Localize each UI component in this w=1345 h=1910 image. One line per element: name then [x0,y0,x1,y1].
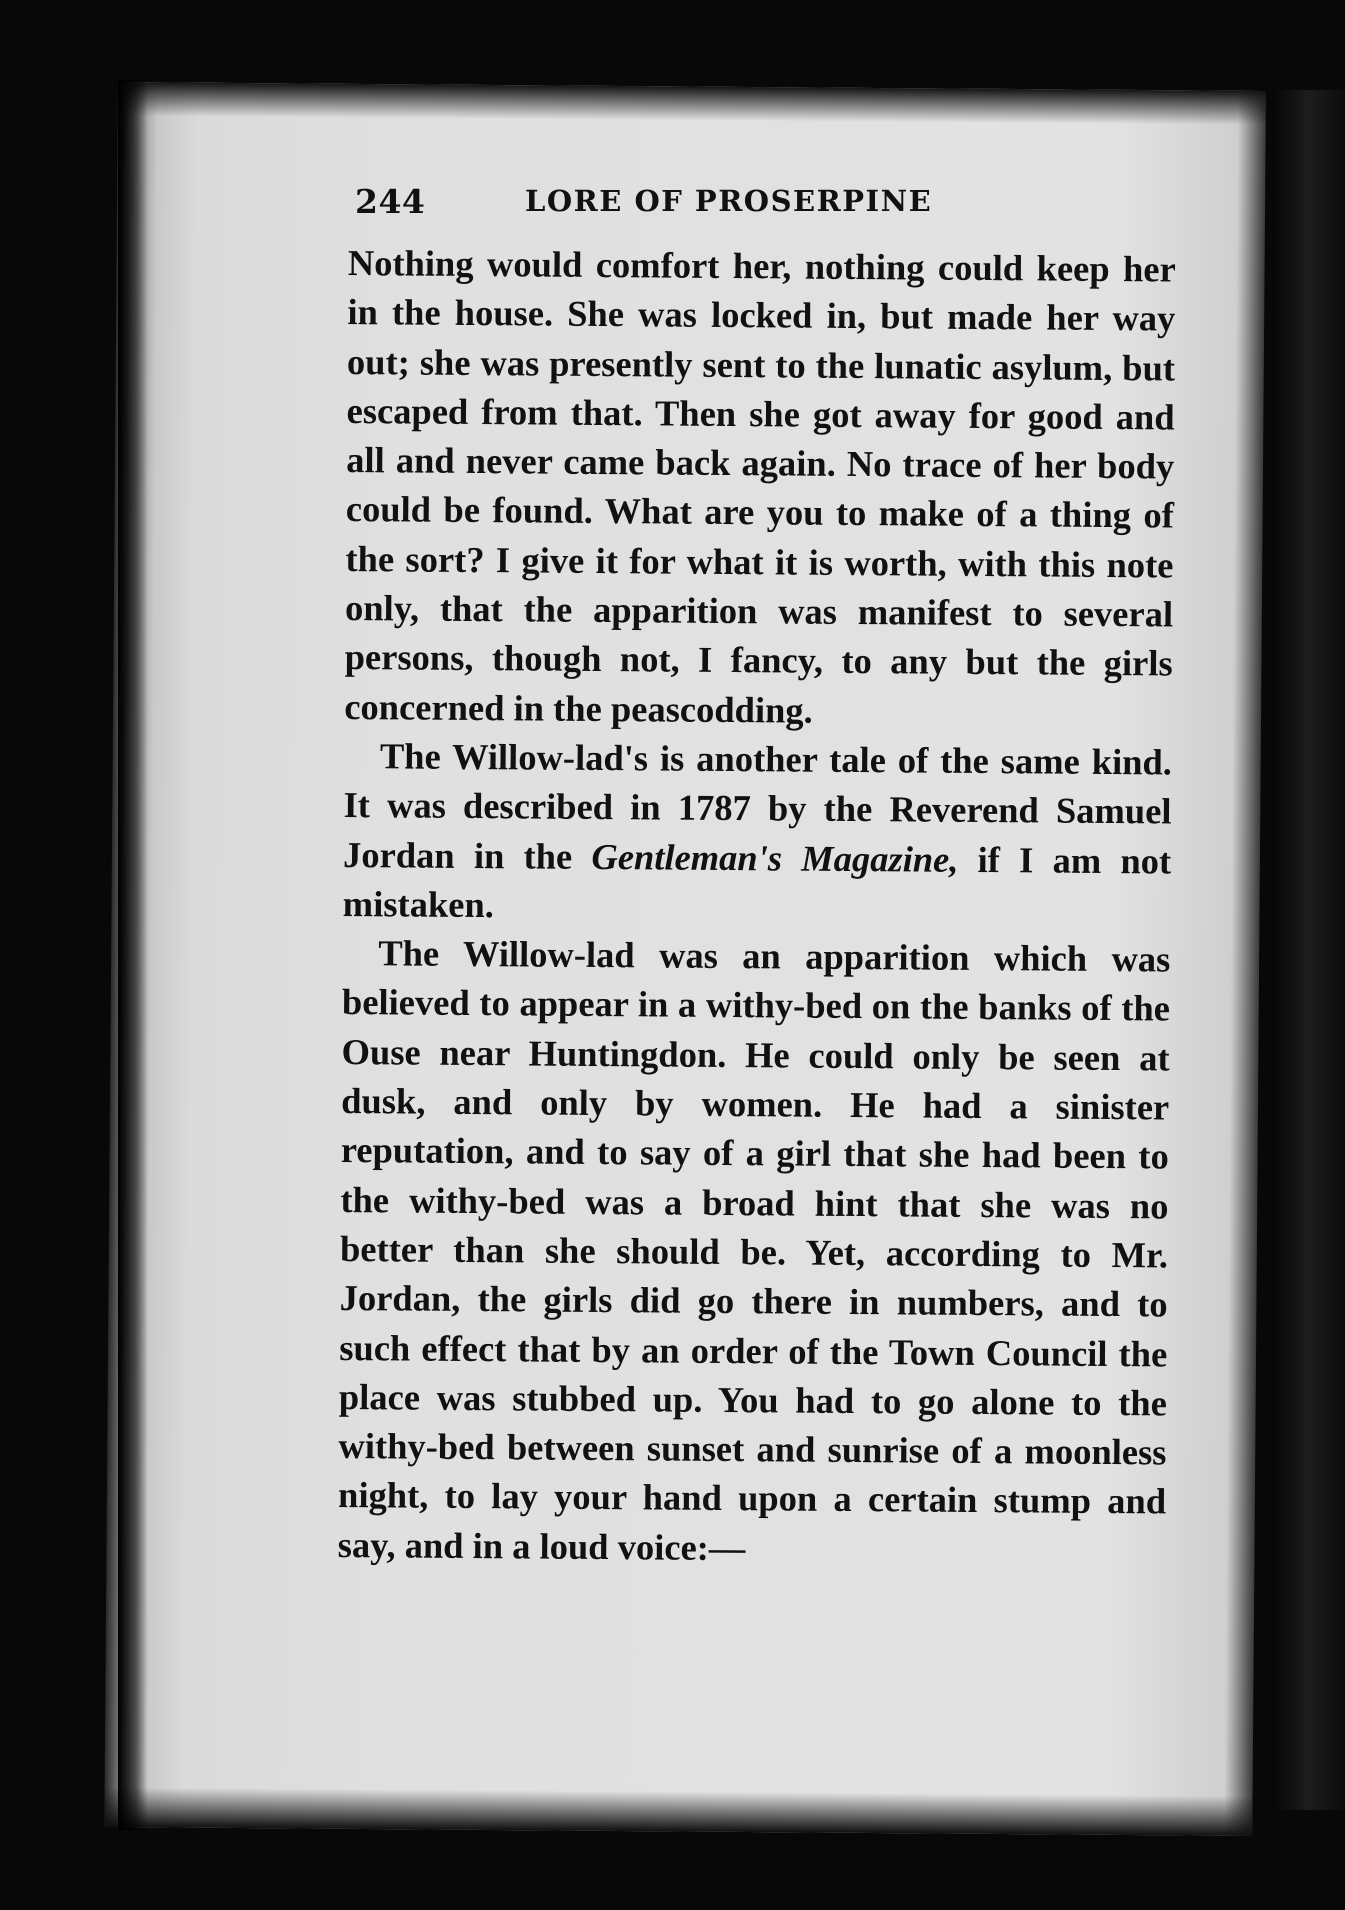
facing-page-edge [1272,90,1345,1810]
paragraph-1: Nothing would comfort her, nothing could keep her in the house. She was locked in, but made her way out; she was presently sent to the lunatic asylum, but escaped from that. Then she got away for good and all and never came back again. No trace of her body could be found. What are you to make of a thing of the sort? I give it for what it is worth, with this note only, that the apparition was manifest to several persons, though not, I fancy, to any but the girls concerned in the peascodding. [344,241,1176,731]
running-title: LORE OF PROSERPINE [525,184,933,218]
gutter-shadow [118,80,148,1830]
page-number: 244 [355,182,426,221]
paragraph-2-text-start: The Willow-lad's is another tale of the same kind. It was described in 1787 by the Reverend Samuel Jordan in the [343,735,1173,877]
magazine-title: Gentleman's Magazine, [591,835,959,880]
page-header [355,182,975,232]
paragraph-2 [343,731,1173,935]
body-text [338,238,1176,1575]
paragraph-2-text-end: if I am not mistaken. [342,838,1172,926]
paragraph-3: The Willow-lad was an apparition which was believed to appear in a withy-bed on the banks of the Ouse near Huntingdon. He could only be seen at dusk, and only by women. He had a sinister reputation, and to say of a girl that she had been to the withy-bed was a broad hint that she was no better than she should be. Yet, according to Mr. Jordan, the girls did go there in numbers, and to such effect that by an order of the Town Council the place was stubbed up. You had to go alone to the withy-bed between sunset and sunrise of a moonless night, to lay your hand upon a certain stump and say, and in a loud voice:— [337,932,1171,1568]
